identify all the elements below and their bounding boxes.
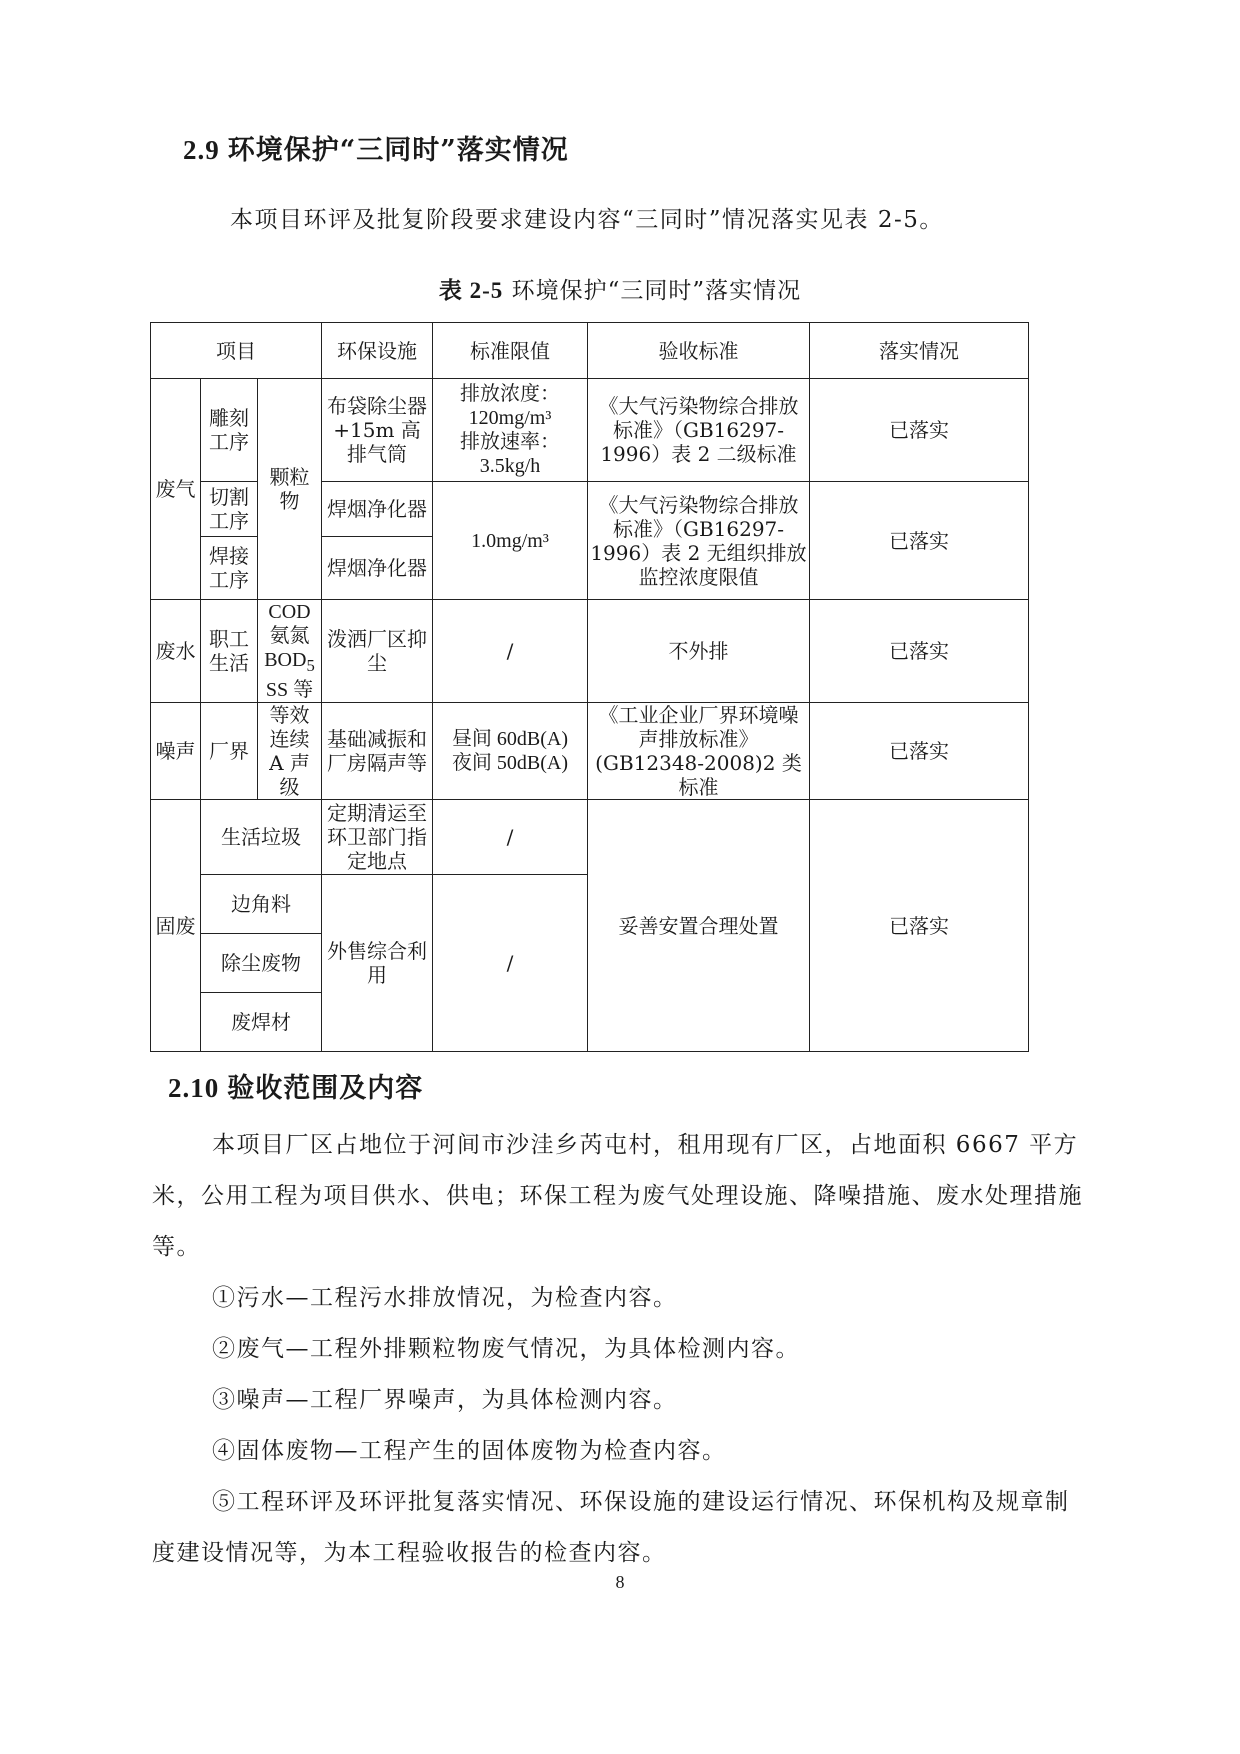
- table-caption: [0, 272, 1240, 305]
- limit-cell: /: [433, 875, 588, 1052]
- pollutant-line: COD: [268, 601, 311, 623]
- header-limit: 标准限值: [433, 323, 588, 379]
- process-cell: 雕刻工序: [201, 379, 258, 482]
- page-number: 8: [615, 1572, 625, 1592]
- category-water: 废水: [151, 600, 201, 703]
- pollutant-line: 氨氮: [269, 625, 310, 647]
- table-header-row: [151, 323, 1029, 379]
- limit-line: 120mg/m³: [468, 407, 552, 429]
- scope-content: [152, 1120, 1092, 1579]
- facility-cell: 焊烟净化器: [322, 537, 433, 600]
- solid-item-cell: 生活垃圾: [201, 800, 322, 875]
- section-number: 2.9: [183, 135, 220, 165]
- process-cell: 焊接工序: [201, 537, 258, 600]
- three-simultaneous-table: [150, 322, 1029, 1052]
- limit-line: 夜间 50dB(A): [451, 752, 569, 774]
- standard-cell: 《大气污染物综合排放标准》（GB16297-1996）表 2 无组织排放监控浓度限值: [588, 482, 810, 600]
- status-cell: 已落实: [810, 482, 1029, 600]
- limit-line: 3.5kg/h: [479, 455, 541, 477]
- section-number: 2.10: [168, 1073, 220, 1103]
- scope-item: ①污水—工程污水排放情况，为检查内容。: [212, 1285, 678, 1311]
- status-cell: 已落实: [810, 703, 1029, 800]
- limit-cell: [433, 703, 588, 800]
- facility-cell: 焊烟净化器: [322, 482, 433, 537]
- process-cell: 切割工序: [201, 482, 258, 537]
- bod-subscript: 5: [306, 656, 315, 675]
- intro-paragraph: 本项目环评及批复阶段要求建设内容“三同时”情况落实见表 2-5。: [230, 207, 944, 233]
- status-cell: 已落实: [810, 600, 1029, 703]
- category-noise: 噪声: [151, 703, 201, 800]
- standard-cell: 《工业企业厂界环境噪声排放标准》(GB12348-2008)2 类标准: [588, 703, 810, 800]
- standard-cell: 《大气污染物综合排放标准》（GB16297-1996）表 2 二级标准: [588, 379, 810, 482]
- standard-cell: 不外排: [588, 600, 810, 703]
- category-gas: 废气: [151, 379, 201, 600]
- standard-cell: 妥善安置合理处置: [588, 800, 810, 1052]
- table-row: [151, 379, 1029, 482]
- pollutant-cell: 颗粒物: [258, 379, 322, 600]
- status-cell: 已落实: [810, 379, 1029, 482]
- facility-cell: 外售综合利用: [322, 875, 433, 1052]
- source-cell: 厂界: [201, 703, 258, 800]
- facility-cell: 泼洒厂区抑尘: [322, 600, 433, 703]
- facility-cell: 布袋除尘器+15m 高排气筒: [322, 379, 433, 482]
- table-caption-text: 环境保护“三同时”落实情况: [503, 278, 802, 304]
- solid-item-cell: 边角料: [201, 875, 322, 934]
- pollutant-cell: [258, 600, 322, 703]
- solid-item-cell: 废焊材: [201, 993, 322, 1052]
- solid-item-cell: 除尘废物: [201, 934, 322, 993]
- category-solid: 固废: [151, 800, 201, 1052]
- pollutant-line: SS 等: [265, 679, 314, 701]
- table-row: [151, 703, 1029, 800]
- section-title: 验收范围及内容: [227, 1073, 424, 1104]
- limit-cell: 1.0mg/m³: [433, 482, 588, 600]
- bod-label: BOD: [264, 649, 307, 671]
- limit-line: 排放浓度：: [460, 383, 560, 405]
- limit-line: 排放速率：: [460, 431, 560, 453]
- header-facility: 环保设施: [322, 323, 433, 379]
- section-heading-2-9: [183, 128, 569, 167]
- facility-cell: 定期清运至环卫部门指定地点: [322, 800, 433, 875]
- limit-cell: [433, 379, 588, 482]
- pollutant-cell: 等效连续 A 声级: [258, 703, 322, 800]
- source-cell: 职工生活: [201, 600, 258, 703]
- header-standard: 验收标准: [588, 323, 810, 379]
- section-heading-2-10: [168, 1066, 423, 1105]
- scope-item: ⑤工程环评及环评批复落实情况、环保设施的建设运行情况、环保机构及规章制度建设情况等，为本工程验收报告的检查内容。: [152, 1489, 1070, 1566]
- header-status: 落实情况: [810, 323, 1029, 379]
- scope-intro: 本项目厂区占地位于河间市沙洼乡芮屯村，租用现有厂区，占地面积 6667 平方米，公用工程为项目供水、供电；环保工程为废气处理设施、降噪措施、废水处理措施等。: [152, 1132, 1083, 1260]
- scope-item: ②废气—工程外排颗粒物废气情况，为具体检测内容。: [212, 1336, 800, 1362]
- limit-cell: /: [433, 800, 588, 875]
- scope-item: ④固体废物—工程产生的固体废物为检查内容。: [212, 1438, 727, 1464]
- scope-item: ③噪声—工程厂界噪声，为具体检测内容。: [212, 1387, 678, 1413]
- facility-cell: 基础减振和厂房隔声等: [322, 703, 433, 800]
- table-row: [151, 600, 1029, 703]
- section-title: 环境保护“三同时”落实情况: [227, 135, 569, 166]
- header-item: 项目: [151, 323, 322, 379]
- limit-line: 昼间 60dB(A): [451, 728, 569, 750]
- pollutant-line: [260, 648, 319, 678]
- limit-cell: /: [433, 600, 588, 703]
- status-cell: 已落实: [810, 800, 1029, 1052]
- table-row: [151, 800, 1029, 875]
- table-caption-number: 表 2-5: [438, 278, 504, 303]
